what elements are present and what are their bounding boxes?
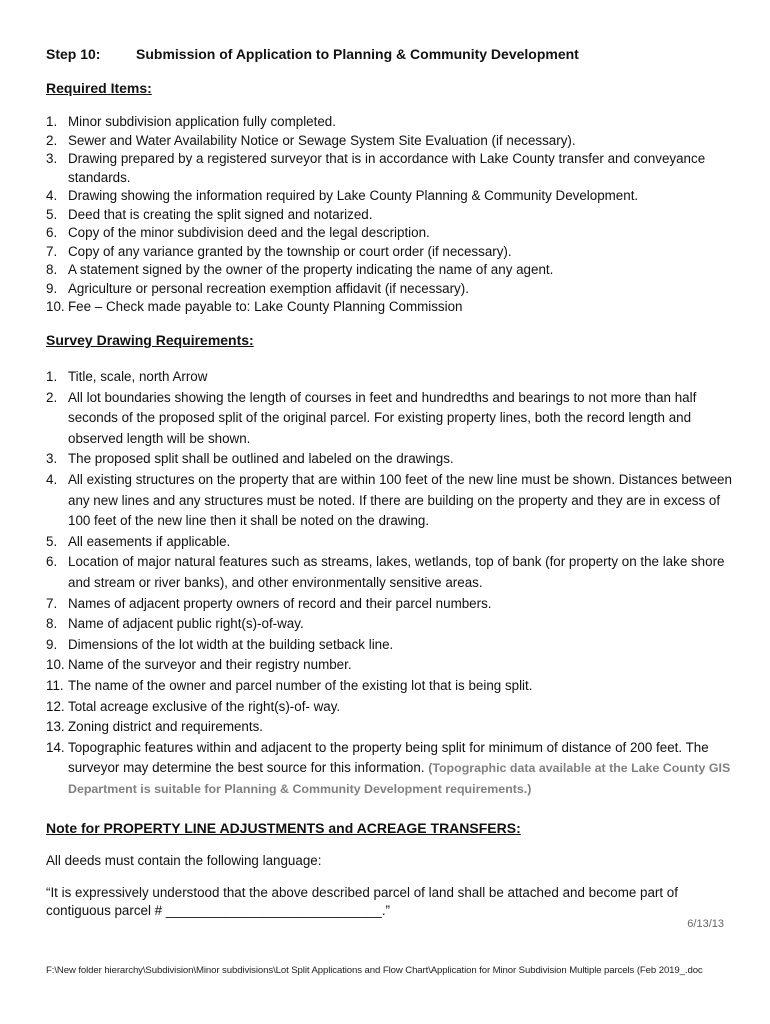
survey-requirements-heading: Survey Drawing Requirements: [46,332,254,348]
list-item-text: The name of the owner and parcel number of the existing lot that is being split. [68,677,533,693]
list-item-text: The proposed split shall be outlined and labeled on the drawings. [68,451,454,467]
revision-date: 6/13/13 [687,918,724,930]
list-item [46,261,736,280]
list-item [46,206,736,225]
required-items-heading: Required Items: [46,80,152,96]
survey-requirements-list [46,367,736,799]
list-item-text: Deed that is creating the split signed and notarized. [68,206,373,222]
list-item-text: Names of adjacent property owners of record and their parcel numbers. [68,595,492,611]
list-item [46,717,736,738]
list-item-text: Minor subdivision application fully completed. [68,114,336,129]
list-item-text: Total acreage exclusive of the right(s)-of- way. [68,698,341,714]
list-item [46,280,736,299]
list-item-text: All lot boundaries showing the length of courses in feet and hundredths and bearings to not more than half seconds of the proposed split of the original parcel. For existing property lines, both the record length and observed length will be shown. [68,389,697,446]
list-item [46,243,736,262]
list-item-number: 4. [46,471,58,487]
list-item-number: 11. [46,677,64,693]
list-item-text: Name of adjacent public right(s)-of-way. [68,616,304,632]
list-item-text: Name of the surveyor and their registry number. [68,657,352,673]
list-item-number: 9. [46,636,58,652]
list-item-number: 3. [46,451,58,467]
list-item-number: 6. [46,225,58,240]
list-item-text: Dimensions of the lot width at the building setback line. [68,636,394,652]
list-item [46,635,736,656]
step-number: Step 10: [46,46,101,62]
list-item-text: Fee – Check made payable to: Lake County Planning Commission [68,299,463,314]
list-item-number: 8. [46,262,58,277]
list-item [46,738,736,800]
note-intro: All deeds must contain the following language: [46,853,322,868]
required-items-list [46,113,736,317]
list-item [46,552,736,593]
list-item-text: All existing structures on the property that are within 100 feet of the new line must be shown. Distances between any new lines and any structures must be noted. If there are building on the property and they are in excess of 100 feet of the new line then it shall be noted on the drawing. [68,471,732,529]
list-item [46,150,736,187]
list-item-text: Title, scale, north Arrow [68,369,208,384]
list-item [46,655,736,676]
list-item-text: Sewer and Water Availability Notice or Sewage System Site Evaluation (if necessary). [68,132,576,148]
step-title: Submission of Application to Planning & Community Development [136,46,579,62]
list-item [46,298,736,317]
list-item [46,614,736,635]
list-item [46,449,736,470]
list-item-text: Zoning district and requirements. [68,719,264,735]
list-item [46,697,736,718]
list-item [46,132,736,151]
list-item-text: Copy of any variance granted by the township or court order (if necessary). [68,243,512,259]
list-item-number: 14. [46,739,65,755]
list-item-number: 7. [46,595,58,611]
list-item-number: 10. [46,657,65,673]
list-item [46,187,736,206]
list-item-note: (Topographic data available at the Lake County GIS Department is suitable for Planning & Community Development requirements.) [68,761,731,796]
list-item-number: 7. [46,243,58,259]
list-item-number: 2. [46,132,58,148]
list-item [46,224,736,243]
list-item-number: 12. [46,698,65,714]
list-item [46,532,736,553]
list-item-text: Copy of the minor subdivision deed and the legal description. [68,225,430,240]
list-item-number: 8. [46,616,58,632]
list-item-number: 4. [46,188,58,203]
list-item [46,470,736,532]
list-item-number: 5. [46,206,58,222]
list-item-text: A statement signed by the owner of the property indicating the name of any agent. [68,262,554,277]
list-item-text: Drawing prepared by a registered surveyor that is in accordance with Lake County transfer and conveyance standards. [68,151,706,185]
list-item-number: 2. [46,389,58,405]
list-item-number: 5. [46,533,58,549]
list-item-text: Drawing showing the information required by Lake County Planning & Community Development. [68,188,639,203]
list-item-text: Location of major natural features such as streams, lakes, wetlands, top of bank (for property on the lake shore and stream or river banks), and other environmentally sensitive areas. [68,554,725,590]
file-path-footer: F:\New folder hierarchy\Subdivision\Minor subdivisions\Lot Split Applications and Flow Chart\Application for Minor Subdivision Multiple parcels (Feb 2019_.doc [46,965,703,976]
list-item-number: 1. [46,114,58,129]
list-item-text: All easements if applicable. [68,533,231,549]
list-item-number: 13. [46,719,65,735]
list-item [46,367,736,388]
list-item [46,388,736,450]
list-item-number: 9. [46,280,58,296]
note-heading: Note for PROPERTY LINE ADJUSTMENTS and ACREAGE TRANSFERS: [46,820,521,836]
list-item-number: 10. [46,299,65,314]
list-item [46,113,736,132]
list-item [46,594,736,615]
list-item-text: Agriculture or personal recreation exemption affidavit (if necessary). [68,280,469,296]
list-item-text: Topographic features within and adjacent to the property being split for minimum of distance of 200 feet. The surveyor may determine the best source for this information. [68,739,709,776]
list-item-number: 1. [46,369,58,384]
list-item [46,676,736,697]
note-quote: “It is expressively understood that the above described parcel of land shall be attached and become part of contiguous parcel # _____________________________.” [46,885,678,918]
list-item-number: 6. [46,554,58,570]
list-item-number: 3. [46,151,58,166]
